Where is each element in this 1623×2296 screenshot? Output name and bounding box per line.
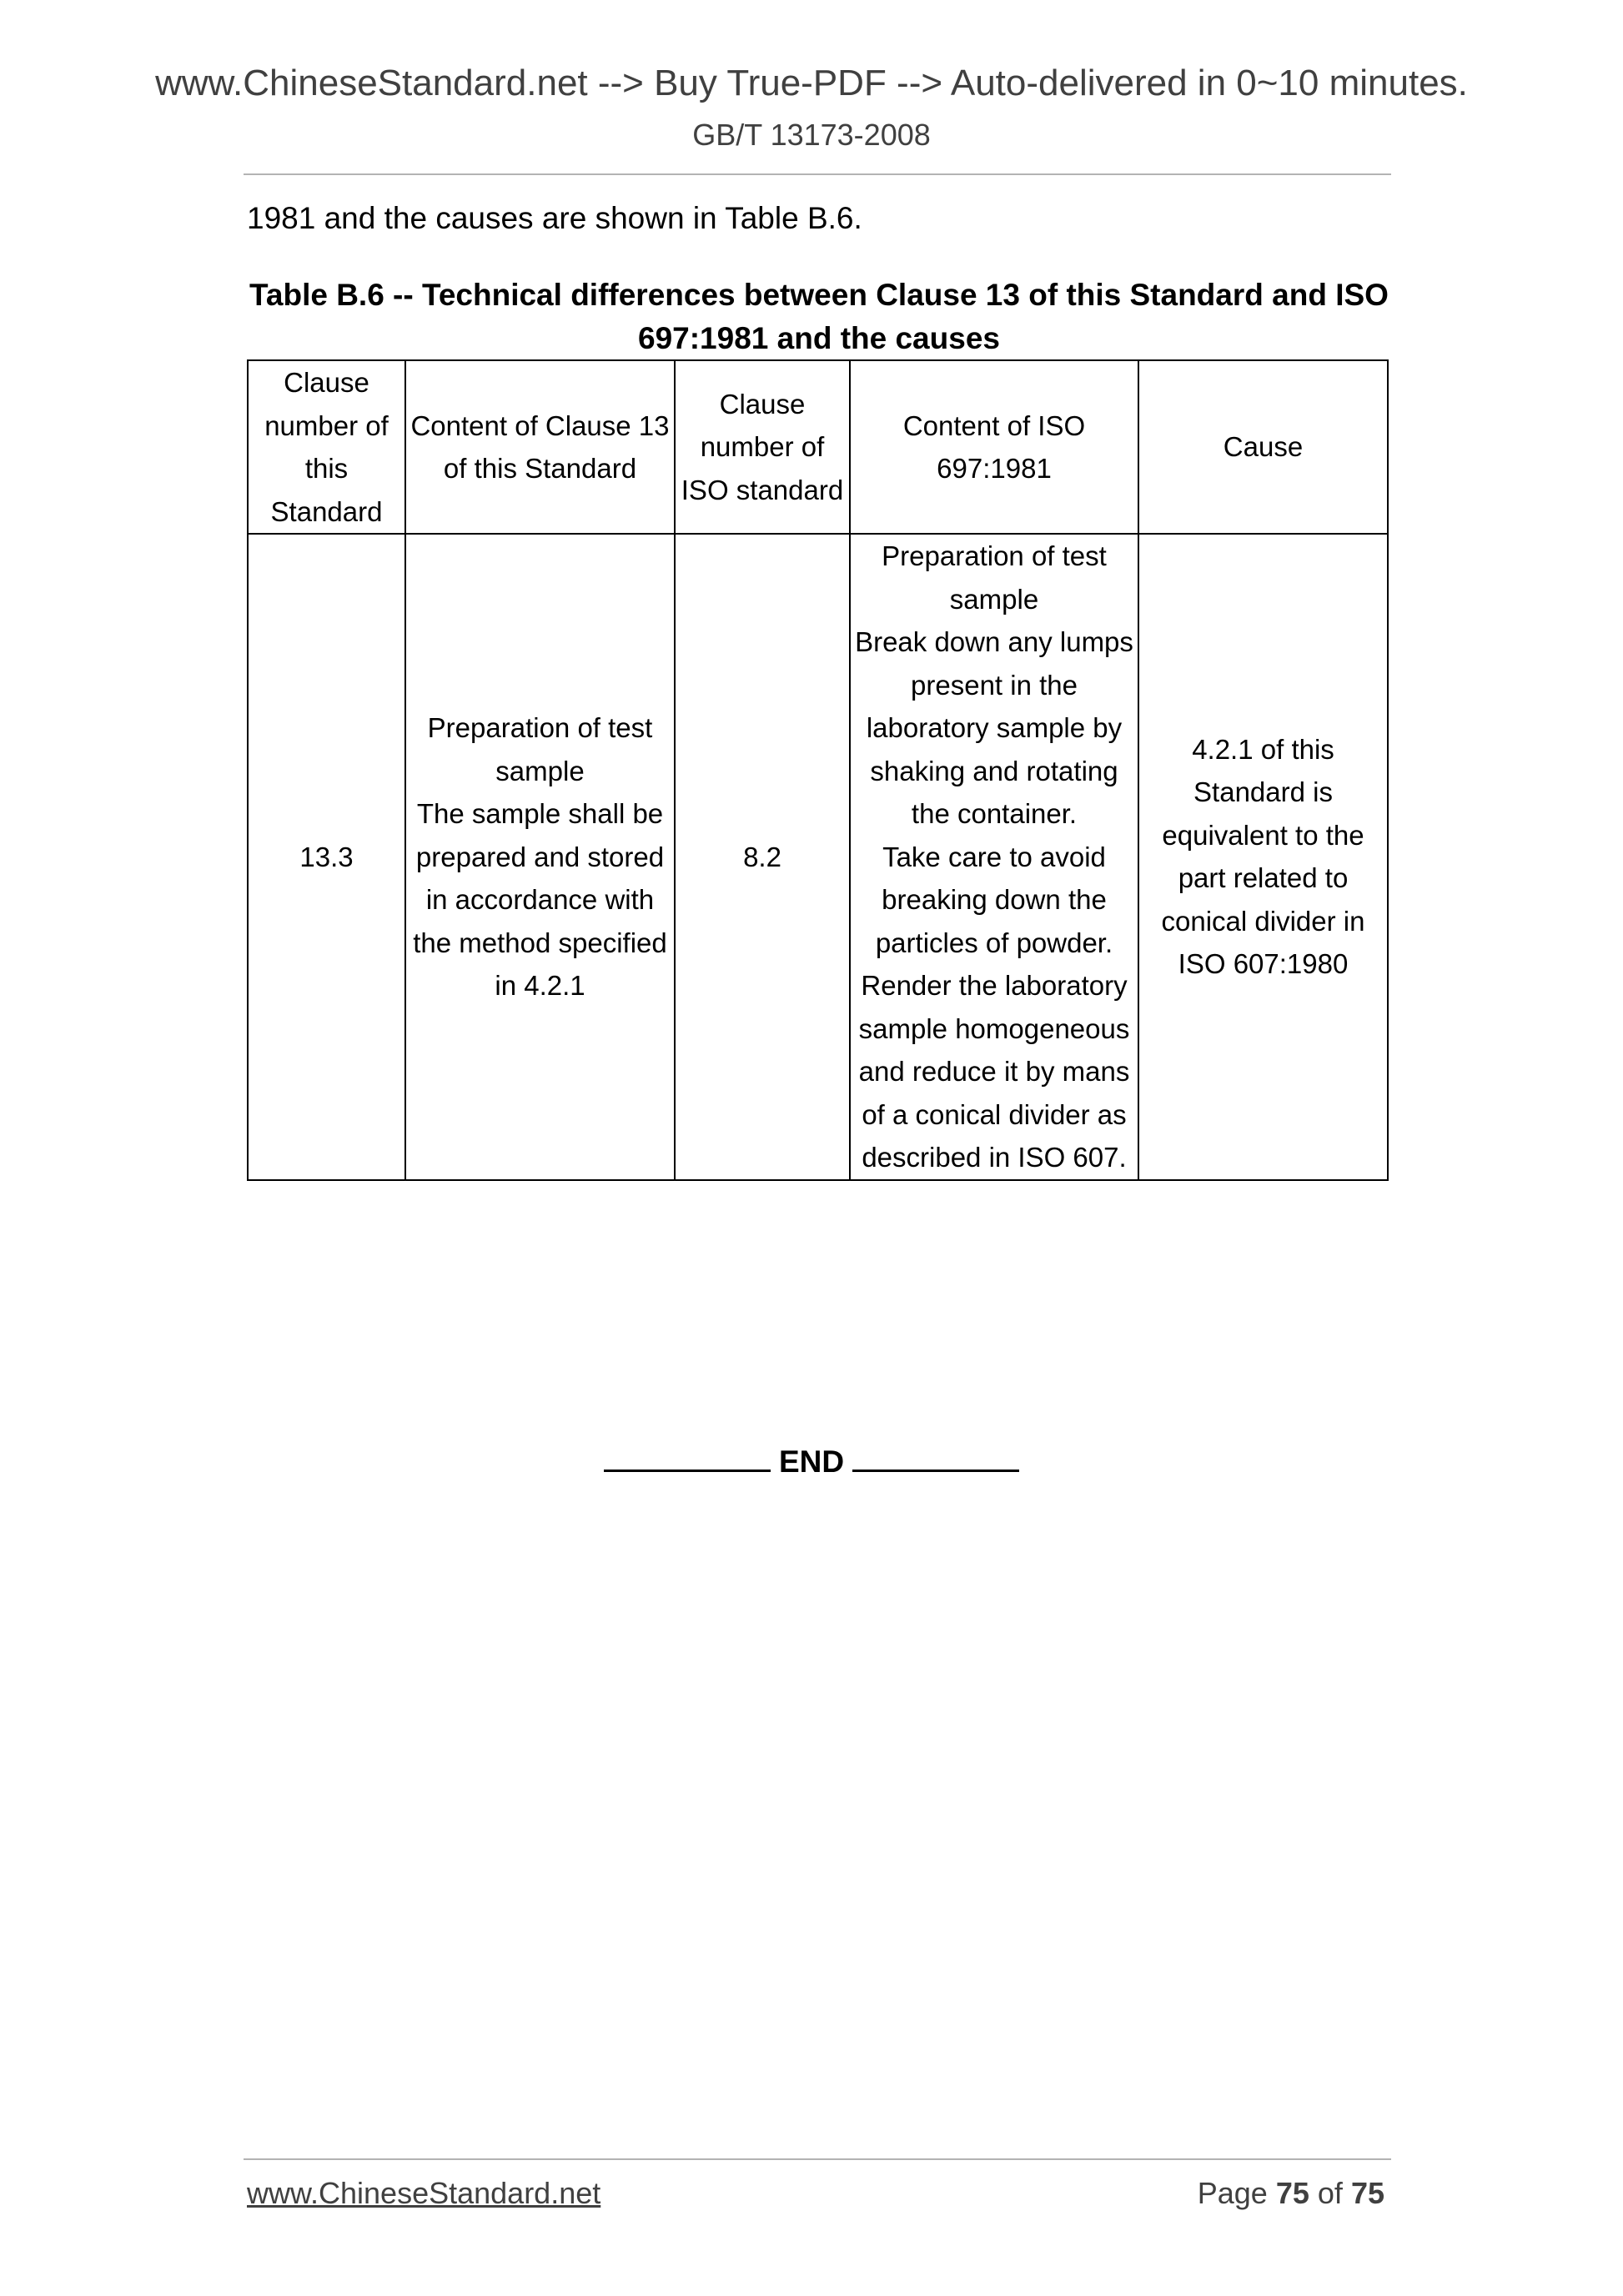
page-current: 75	[1275, 2176, 1309, 2210]
standard-code: GB/T 13173-2008	[692, 118, 931, 152]
header-clause-this: Clause number of this Standard	[248, 360, 405, 534]
page-number	[1198, 2175, 1384, 2211]
footer-website-link[interactable]: www.ChineseStandard.net	[247, 2176, 601, 2210]
cell-content-iso	[850, 534, 1138, 1180]
end-marker	[0, 1441, 1623, 1480]
header-banner: www.ChineseStandard.net --> Buy True-PDF --> Auto-delivered in 0~10 minutes.	[155, 63, 1468, 103]
header-content-iso: Content of ISO 697:1981	[850, 360, 1138, 534]
page-word: Page	[1197, 2176, 1268, 2210]
table-row	[248, 534, 1388, 1180]
footer-divider	[244, 2158, 1391, 2160]
cell-content-this	[405, 534, 675, 1180]
header-content-this: Content of Clause 13 of this Standard	[405, 360, 675, 534]
header-clause-iso: Clause number of ISO standard	[675, 360, 850, 534]
cell-clause-iso: 8.2	[675, 534, 850, 1180]
cell-cause: 4.2.1 of this Standard is equivalent to the part related to conical divider in ISO 607:1980	[1138, 534, 1388, 1180]
table-title: Table B.6 -- Technical differences between Clause 13 of this Standard and ISO 697:1981 and the causes	[249, 278, 1389, 355]
page-total: 75	[1350, 2176, 1384, 2210]
header-divider	[244, 173, 1391, 175]
page-of: of	[1317, 2176, 1343, 2210]
table-header-row	[248, 360, 1388, 534]
cell-content-iso-line: Take care to avoid breaking down the particles of powder.	[875, 841, 1113, 958]
end-right-rule	[852, 1441, 1019, 1472]
cell-content-iso-line: Preparation of test sample	[882, 540, 1107, 615]
end-label: END	[778, 1444, 845, 1479]
end-left-rule	[604, 1441, 771, 1472]
header-cause: Cause	[1138, 360, 1388, 534]
cell-content-iso-line: Break down any lumps present in the laboratory sample by shaking and rotating the container.	[855, 626, 1133, 829]
cell-content-this-line: The sample shall be prepared and stored in accordance with the method specified in 4.2.1	[413, 798, 667, 1001]
differences-table	[247, 359, 1389, 1181]
cell-clause-this: 13.3	[248, 534, 405, 1180]
cell-content-iso-line: Render the laboratory sample homogeneous and reduce it by mans of a conical divider as described in ISO 607.	[858, 970, 1130, 1173]
intro-paragraph: 1981 and the causes are shown in Table B.6.	[247, 201, 862, 235]
cell-content-this-line: Preparation of test sample	[427, 712, 653, 786]
